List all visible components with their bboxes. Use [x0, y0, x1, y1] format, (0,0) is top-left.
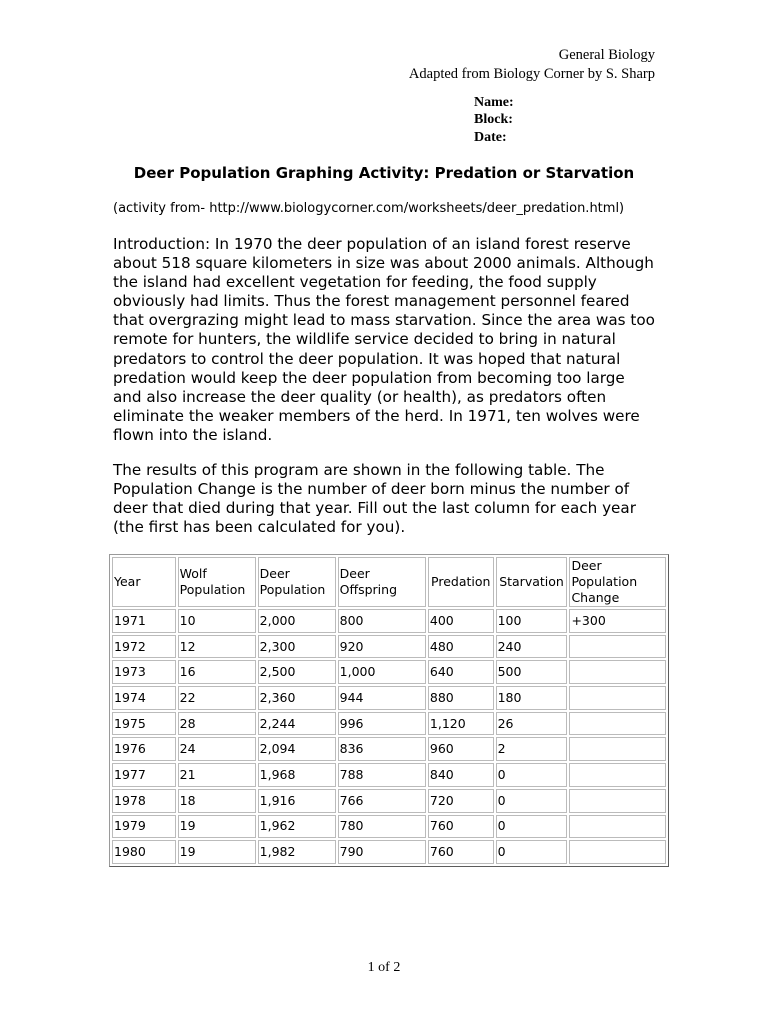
cell-predation: 760 — [428, 840, 494, 864]
cell-deer-population: 2,360 — [258, 686, 336, 710]
cell-starvation: 240 — [496, 635, 568, 659]
cell-predation: 400 — [428, 609, 494, 633]
cell-deer-population: 1,916 — [258, 789, 336, 813]
activity-source: (activity from- http://www.biologycorner.com/worksheets/deer_predation.html) — [113, 201, 625, 216]
results-paragraph: The results of this program are shown in the following table. The Population Change is the number of deer born minus the number of deer that died during that year. Fill out the last column for each year (the first has been calculated for you). — [113, 461, 636, 537]
table-row — [112, 840, 666, 864]
cell-year: 1972 — [112, 635, 176, 659]
cell-year: 1971 — [112, 609, 176, 633]
cell-population-change[interactable] — [569, 737, 666, 761]
name-label: Name: — [474, 95, 514, 110]
cell-year: 1973 — [112, 660, 176, 684]
table-row — [112, 763, 666, 787]
cell-predation: 720 — [428, 789, 494, 813]
cell-starvation: 2 — [496, 737, 568, 761]
table-row — [112, 609, 666, 633]
cell-population-change: +300 — [569, 609, 666, 633]
cell-population-change[interactable] — [569, 763, 666, 787]
cell-predation: 760 — [428, 815, 494, 839]
header-year: Year — [112, 557, 176, 607]
adapted-credit: Adapted from Biology Corner by S. Sharp — [408, 66, 655, 82]
cell-year: 1979 — [112, 815, 176, 839]
header-starvation: Starvation — [496, 557, 568, 607]
table-row — [112, 686, 666, 710]
table-row — [112, 712, 666, 736]
header-deer-offspring: Deer Offspring — [338, 557, 426, 607]
cell-population-change[interactable] — [569, 635, 666, 659]
table-row — [112, 635, 666, 659]
page-number: 1 of 2 — [367, 960, 401, 975]
cell-wolf-population: 22 — [178, 686, 256, 710]
cell-starvation: 0 — [496, 763, 568, 787]
cell-deer-population: 1,982 — [258, 840, 336, 864]
cell-starvation: 100 — [496, 609, 568, 633]
cell-deer-population: 1,962 — [258, 815, 336, 839]
cell-population-change[interactable] — [569, 686, 666, 710]
cell-wolf-population: 21 — [178, 763, 256, 787]
cell-deer-population: 2,000 — [258, 609, 336, 633]
cell-deer-offspring: 780 — [338, 815, 426, 839]
deer-population-table — [109, 554, 669, 867]
cell-deer-offspring: 1,000 — [338, 660, 426, 684]
cell-deer-offspring: 790 — [338, 840, 426, 864]
table-row — [112, 815, 666, 839]
cell-wolf-population: 12 — [178, 635, 256, 659]
cell-predation: 880 — [428, 686, 494, 710]
cell-starvation: 180 — [496, 686, 568, 710]
cell-year: 1977 — [112, 763, 176, 787]
cell-predation: 480 — [428, 635, 494, 659]
cell-deer-offspring: 996 — [338, 712, 426, 736]
cell-starvation: 0 — [496, 840, 568, 864]
cell-population-change[interactable] — [569, 660, 666, 684]
cell-predation: 840 — [428, 763, 494, 787]
header-deer-population-change: Deer Population Change — [569, 557, 666, 607]
cell-wolf-population: 19 — [178, 815, 256, 839]
header-wolf-population: Wolf Population — [178, 557, 256, 607]
cell-predation: 1,120 — [428, 712, 494, 736]
cell-predation: 640 — [428, 660, 494, 684]
cell-deer-population: 2,500 — [258, 660, 336, 684]
cell-wolf-population: 19 — [178, 840, 256, 864]
cell-year: 1980 — [112, 840, 176, 864]
cell-deer-population: 2,094 — [258, 737, 336, 761]
cell-deer-population: 2,300 — [258, 635, 336, 659]
cell-year: 1974 — [112, 686, 176, 710]
cell-year: 1976 — [112, 737, 176, 761]
cell-wolf-population: 18 — [178, 789, 256, 813]
cell-deer-offspring: 944 — [338, 686, 426, 710]
cell-wolf-population: 10 — [178, 609, 256, 633]
cell-deer-offspring: 836 — [338, 737, 426, 761]
cell-population-change[interactable] — [569, 815, 666, 839]
cell-deer-population: 2,244 — [258, 712, 336, 736]
cell-starvation: 0 — [496, 789, 568, 813]
cell-predation: 960 — [428, 737, 494, 761]
block-label: Block: — [474, 112, 513, 127]
cell-deer-offspring: 788 — [338, 763, 426, 787]
cell-year: 1978 — [112, 789, 176, 813]
intro-paragraph: Introduction: In 1970 the deer population of an island forest reserve about 518 square kilometers in size was about 2000 animals. Although the island had excellent vegetation for feeding, the food supply obviously had limits. Thus the forest management personnel feared that overgrazing might lead to mass starvation. Since the area was too remote for hunters, the wildlife service decided to bring in natural predators to control the deer population. It was hoped that natural predation would keep the deer population from becoming too large and also increase the deer quality (or health), as predators often eliminate the weaker members of the herd. In 1971, ten wolves were flown into the island. — [113, 235, 655, 444]
page-title: Deer Population Graphing Activity: Predation or Starvation — [133, 164, 635, 182]
cell-wolf-population: 24 — [178, 737, 256, 761]
header-deer-population: Deer Population — [258, 557, 336, 607]
course-name: General Biology — [558, 47, 655, 63]
cell-starvation: 26 — [496, 712, 568, 736]
cell-population-change[interactable] — [569, 789, 666, 813]
header-predation: Predation — [428, 557, 494, 607]
cell-year: 1975 — [112, 712, 176, 736]
date-label: Date: — [474, 130, 507, 145]
cell-starvation: 0 — [496, 815, 568, 839]
cell-wolf-population: 16 — [178, 660, 256, 684]
cell-starvation: 500 — [496, 660, 568, 684]
cell-deer-population: 1,968 — [258, 763, 336, 787]
cell-deer-offspring: 800 — [338, 609, 426, 633]
cell-population-change[interactable] — [569, 840, 666, 864]
cell-deer-offspring: 920 — [338, 635, 426, 659]
table-row — [112, 660, 666, 684]
table-header-row — [112, 557, 666, 607]
cell-deer-offspring: 766 — [338, 789, 426, 813]
cell-wolf-population: 28 — [178, 712, 256, 736]
cell-population-change[interactable] — [569, 712, 666, 736]
table-row — [112, 789, 666, 813]
table-row — [112, 737, 666, 761]
